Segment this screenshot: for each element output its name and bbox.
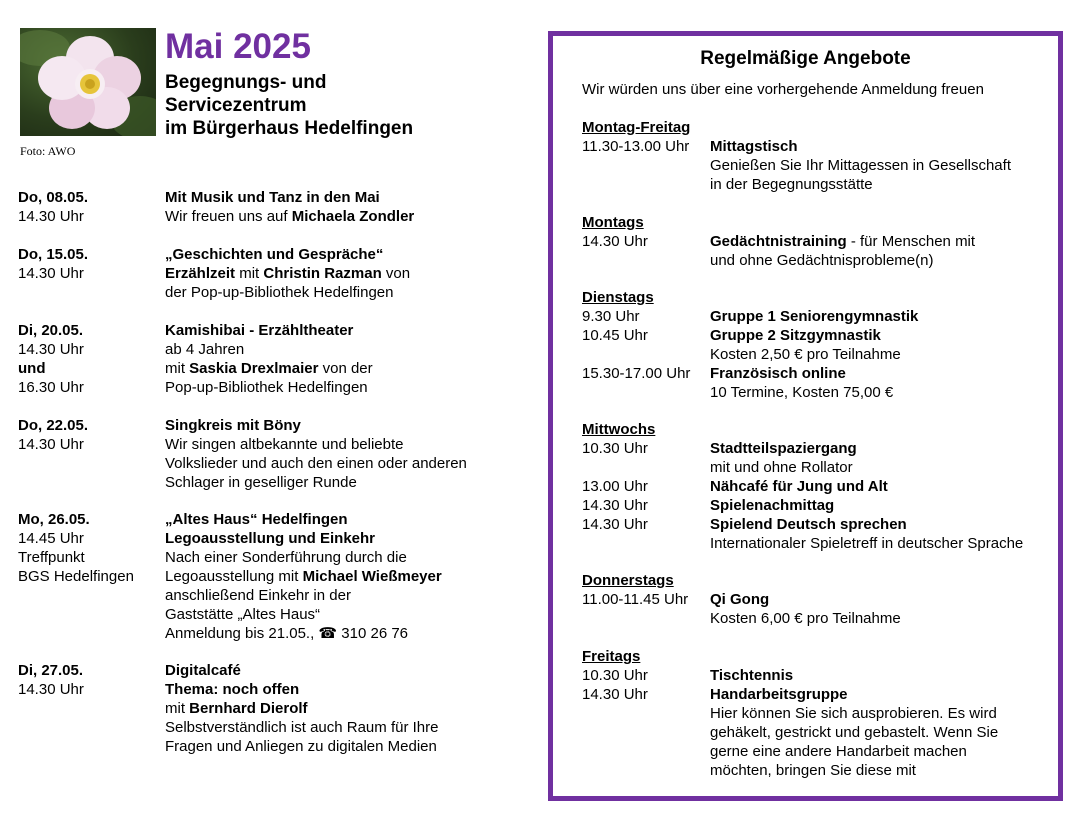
schedule-description-text: Stadtteilspaziergang <box>710 440 857 457</box>
event-detail-text: Michael Wießmeyer <box>302 568 442 585</box>
schedule-section <box>582 420 1062 553</box>
schedule-time: 11.30-13.00 Uhr <box>582 138 690 155</box>
event-detail-text: Erzählzeit <box>165 265 236 282</box>
schedule-description-text: Gruppe 2 Sitzgymnastik <box>710 327 881 344</box>
schedule-day-heading: Montags <box>582 214 644 231</box>
schedule-description <box>710 723 998 742</box>
photo-credit: Foto: AWO <box>20 144 76 158</box>
schedule-description-text: Gedächtnistraining <box>710 233 847 250</box>
schedule-time: 10.30 Uhr <box>582 440 648 457</box>
event-date-text: Mo, 26.05. <box>18 511 90 528</box>
event-detail-text: Singkreis mit Böny <box>165 417 301 434</box>
flower-photo <box>20 28 156 136</box>
event-detail-line <box>165 699 545 718</box>
schedule-description <box>710 439 857 458</box>
schedule-description <box>710 345 901 364</box>
event-date-line <box>18 548 163 567</box>
schedule-description <box>710 609 901 628</box>
event-date-line <box>18 510 163 529</box>
schedule-time: 15.30-17.00 Uhr <box>582 365 691 382</box>
event-detail-text: Nach einer Sonderführung durch die <box>165 549 407 566</box>
regular-offers-box <box>548 31 1063 801</box>
event-date-text: und <box>18 360 46 377</box>
schedule-description <box>710 704 997 723</box>
event-detail-text: Pop-up-Bibliothek Hedelfingen <box>165 379 368 396</box>
schedule-description <box>710 685 848 704</box>
schedule-description <box>710 251 933 270</box>
event-detail-line <box>165 188 545 207</box>
event-detail-text: Kamishibai - Erzähltheater <box>165 322 354 339</box>
event-detail-text: Wir singen altbekannte und beliebte <box>165 436 404 453</box>
event-date-line <box>18 680 163 699</box>
schedule-description-text: 10 Termine, Kosten 75,00 € <box>710 384 894 401</box>
schedule-section <box>582 213 1062 270</box>
event-detail-text: ab 4 Jahren <box>165 341 245 358</box>
event-detail-text: mit <box>235 265 264 282</box>
schedule-description-text: Nähcafé für Jung und Alt <box>710 478 888 495</box>
event-details <box>165 661 545 756</box>
event-details <box>165 245 545 302</box>
schedule-description-text: Gruppe 1 Seniorengymnastik <box>710 308 919 325</box>
event-date-text: 14.30 Uhr <box>18 341 84 358</box>
schedule-row <box>582 742 1062 761</box>
subtitle-line: im Bürgerhaus Hedelfingen <box>165 118 414 139</box>
event-date-time <box>18 416 163 454</box>
event-date-time <box>18 321 163 397</box>
schedule-row <box>582 156 1062 175</box>
schedule-description-text: - für Menschen mit <box>846 233 976 250</box>
schedule-description-text: Handarbeitsgruppe <box>710 686 848 703</box>
event-detail-line <box>165 340 545 359</box>
event-detail-line <box>165 378 545 397</box>
event-detail-line <box>165 207 545 226</box>
schedule-description-text: mit und ohne Rollator <box>710 459 853 476</box>
schedule-description <box>710 307 918 326</box>
event-detail-text: „Altes Haus“ Hedelfingen <box>165 511 348 528</box>
event-date-line <box>18 567 163 586</box>
schedule-description-text: Französisch online <box>710 365 846 382</box>
event-details <box>165 510 545 643</box>
schedule-description <box>710 137 798 156</box>
event-date-text: 14.30 Uhr <box>18 436 84 453</box>
schedule-description-text: und ohne Gedächtnisprobleme(n) <box>710 252 934 269</box>
event-date-line <box>18 340 163 359</box>
event-detail-text: Mit Musik und Tanz in den Mai <box>165 189 380 206</box>
event-date-time <box>18 245 163 283</box>
schedule-row <box>582 232 1062 251</box>
event-detail-line <box>165 264 545 283</box>
event-details <box>165 321 545 397</box>
subtitle-line: Servicezentrum <box>165 95 307 116</box>
schedule-description <box>710 496 834 515</box>
schedule-day-heading: Montag-Freitag <box>582 119 691 136</box>
event-date-text: Di, 20.05. <box>18 322 84 339</box>
schedule-description <box>710 175 873 194</box>
schedule-time: 10.45 Uhr <box>582 327 648 344</box>
event-detail-line <box>165 359 545 378</box>
schedule-row <box>582 175 1062 194</box>
schedule-description <box>710 477 888 496</box>
event-date-text: Do, 22.05. <box>18 417 89 434</box>
schedule-day-heading: Dienstags <box>582 289 654 306</box>
event-date-text: Do, 15.05. <box>18 246 89 263</box>
event-date-line <box>18 245 163 264</box>
schedule-row <box>582 251 1062 270</box>
event-date-line <box>18 416 163 435</box>
schedule-row <box>582 383 1062 402</box>
schedule-description <box>710 383 893 402</box>
event-detail-text: mit <box>165 360 190 377</box>
event-detail-line <box>165 661 545 680</box>
schedule-row <box>582 515 1062 534</box>
event-date-text: Di, 27.05. <box>18 662 84 679</box>
event-detail-text: Anmeldung bis 21.05., ☎ 310 26 76 <box>165 625 409 642</box>
subtitle-line: Begegnungs- und <box>165 72 327 93</box>
event-detail-text: von <box>381 265 411 282</box>
event-date-text: 14.30 Uhr <box>18 681 84 698</box>
schedule-time: 14.30 Uhr <box>582 233 648 250</box>
event-date-time <box>18 510 163 586</box>
event-date-line <box>18 321 163 340</box>
event-detail-text: Fragen und Anliegen zu digitalen Medien <box>165 738 437 755</box>
event-detail-line <box>165 473 545 492</box>
event-detail-line <box>165 321 545 340</box>
event-detail-line <box>165 435 545 454</box>
schedule-row <box>582 345 1062 364</box>
schedule-day-heading: Mittwochs <box>582 421 656 438</box>
event-date-line <box>18 359 163 378</box>
regular-offers-title: Regelmäßige Angebote <box>700 48 911 69</box>
schedule-description-text: Qi Gong <box>710 591 770 608</box>
schedule-description <box>710 232 975 251</box>
schedule-day-heading: Donnerstags <box>582 572 674 589</box>
schedule-row <box>582 685 1062 704</box>
event-detail-text: Saskia Drexlmaier <box>189 360 319 377</box>
event-detail-text: Wir freuen uns auf <box>165 208 292 225</box>
event-details <box>165 416 545 492</box>
schedule-time: 14.30 Uhr <box>582 516 648 533</box>
schedule-section <box>582 647 1062 780</box>
event-detail-text: mit <box>165 700 190 717</box>
schedule-description <box>710 590 769 609</box>
schedule-row <box>582 439 1062 458</box>
event-date-line <box>18 529 163 548</box>
event-date-time <box>18 188 163 226</box>
schedule-description <box>710 534 1023 553</box>
event-date-text: 14.30 Uhr <box>18 208 84 225</box>
event-date-text: BGS Hedelfingen <box>18 568 134 585</box>
event-detail-text: Selbstverständlich ist auch Raum für Ihre <box>165 719 439 736</box>
event-detail-text: „Geschichten und Gespräche“ <box>165 246 384 263</box>
schedule-time: 14.30 Uhr <box>582 686 648 703</box>
schedule-time: 11.00-11.45 Uhr <box>582 591 689 608</box>
event-date-text: Do, 08.05. <box>18 189 89 206</box>
event-date-line <box>18 264 163 283</box>
event-detail-line <box>165 510 545 529</box>
event-detail-line <box>165 680 545 699</box>
event-detail-text: Michaela Zondler <box>291 208 415 225</box>
event-detail-line <box>165 454 545 473</box>
schedule-time: 13.00 Uhr <box>582 478 648 495</box>
schedule-description-text: möchten, bringen Sie diese mit <box>710 762 916 779</box>
schedule-row <box>582 137 1062 156</box>
schedule-time: 9.30 Uhr <box>582 308 640 325</box>
schedule-row <box>582 704 1062 723</box>
event-detail-text: Bernhard Dierolf <box>189 700 308 717</box>
schedule-row <box>582 761 1062 780</box>
event-date-text: 14.30 Uhr <box>18 265 84 282</box>
schedule-row <box>582 496 1062 515</box>
event-detail-line <box>165 548 545 567</box>
event-detail-text: Digitalcafé <box>165 662 241 679</box>
schedule-description <box>710 666 793 685</box>
schedule-row <box>582 609 1062 628</box>
schedule-description <box>710 364 846 383</box>
schedule-description-text: in der Begegnungsstätte <box>710 176 873 193</box>
event-date-text: Treffpunkt <box>18 549 85 566</box>
schedule-description-text: gerne eine andere Handarbeit machen <box>710 743 967 760</box>
schedule-description-text: Mittagstisch <box>710 138 798 155</box>
subtitle <box>165 71 413 140</box>
schedule-description-text: Kosten 2,50 € pro Teilnahme <box>710 346 901 363</box>
event-detail-text: anschließend Einkehr in der <box>165 587 351 604</box>
event-detail-line <box>165 283 545 302</box>
event-details <box>165 188 545 226</box>
event-detail-text: der Pop-up-Bibliothek Hedelfingen <box>165 284 394 301</box>
schedule-description <box>710 326 881 345</box>
event-date-line <box>18 378 163 397</box>
schedule-description-text: Genießen Sie Ihr Mittagessen in Gesellschaft <box>710 157 1011 174</box>
event-date-text: 16.30 Uhr <box>18 379 84 396</box>
schedule-row <box>582 364 1062 383</box>
event-detail-line <box>165 529 545 548</box>
schedule-description <box>710 458 853 477</box>
schedule-description <box>710 742 967 761</box>
event-date-line <box>18 435 163 454</box>
schedule-row <box>582 666 1062 685</box>
event-detail-line <box>165 567 545 586</box>
schedule-time: 10.30 Uhr <box>582 667 648 684</box>
event-detail-line <box>165 718 545 737</box>
schedule-section <box>582 288 1062 402</box>
schedule-description-text: Tischtennis <box>710 667 794 684</box>
event-detail-text: Thema: noch offen <box>165 681 300 698</box>
event-detail-text: Legoausstellung mit <box>165 568 303 585</box>
schedule-description-text: Spielenachmittag <box>710 497 835 514</box>
schedule-description <box>710 156 1011 175</box>
schedule-day-heading: Freitags <box>582 648 641 665</box>
page-title: Mai 2025 <box>165 27 311 66</box>
schedule-row <box>582 534 1062 553</box>
event-date-text: 14.45 Uhr <box>18 530 84 547</box>
event-detail-text: Schlager in geselliger Runde <box>165 474 357 491</box>
schedule-row <box>582 458 1062 477</box>
schedule-description-text: Spielend Deutsch sprechen <box>710 516 907 533</box>
schedule-description <box>710 761 916 780</box>
event-detail-line <box>165 737 545 756</box>
event-date-time <box>18 661 163 699</box>
schedule-row <box>582 723 1062 742</box>
schedule-description-text: Hier können Sie sich ausprobieren. Es wird <box>710 705 997 722</box>
schedule-row <box>582 477 1062 496</box>
event-detail-text: Christin Razman <box>263 265 382 282</box>
regular-offers-intro: Wir würden uns über eine vorhergehende Anmeldung freuen <box>582 81 984 98</box>
schedule-section <box>582 571 1062 628</box>
event-detail-line <box>165 416 545 435</box>
schedule-description-text: gehäkelt, gestrickt und gebastelt. Wenn Sie <box>710 724 999 741</box>
event-detail-line <box>165 624 545 643</box>
event-date-line <box>18 188 163 207</box>
schedule-description <box>710 515 907 534</box>
event-detail-line <box>165 605 545 624</box>
schedule-row <box>582 307 1062 326</box>
schedule-description-text: Kosten 6,00 € pro Teilnahme <box>710 610 901 627</box>
schedule-description-text: Internationaler Spieletreff in deutscher Sprache <box>710 535 1024 552</box>
event-detail-line <box>165 586 545 605</box>
event-detail-text: von der <box>318 360 373 377</box>
event-date-line <box>18 661 163 680</box>
event-detail-line <box>165 245 545 264</box>
event-detail-text: Legoausstellung und Einkehr <box>165 530 376 547</box>
event-date-line <box>18 207 163 226</box>
schedule-row <box>582 326 1062 345</box>
schedule-time: 14.30 Uhr <box>582 497 648 514</box>
schedule-row <box>582 590 1062 609</box>
event-detail-text: Volkslieder und auch den einen oder anderen <box>165 455 467 472</box>
event-detail-text: Gaststätte „Altes Haus“ <box>165 606 321 623</box>
schedule-section <box>582 118 1062 194</box>
